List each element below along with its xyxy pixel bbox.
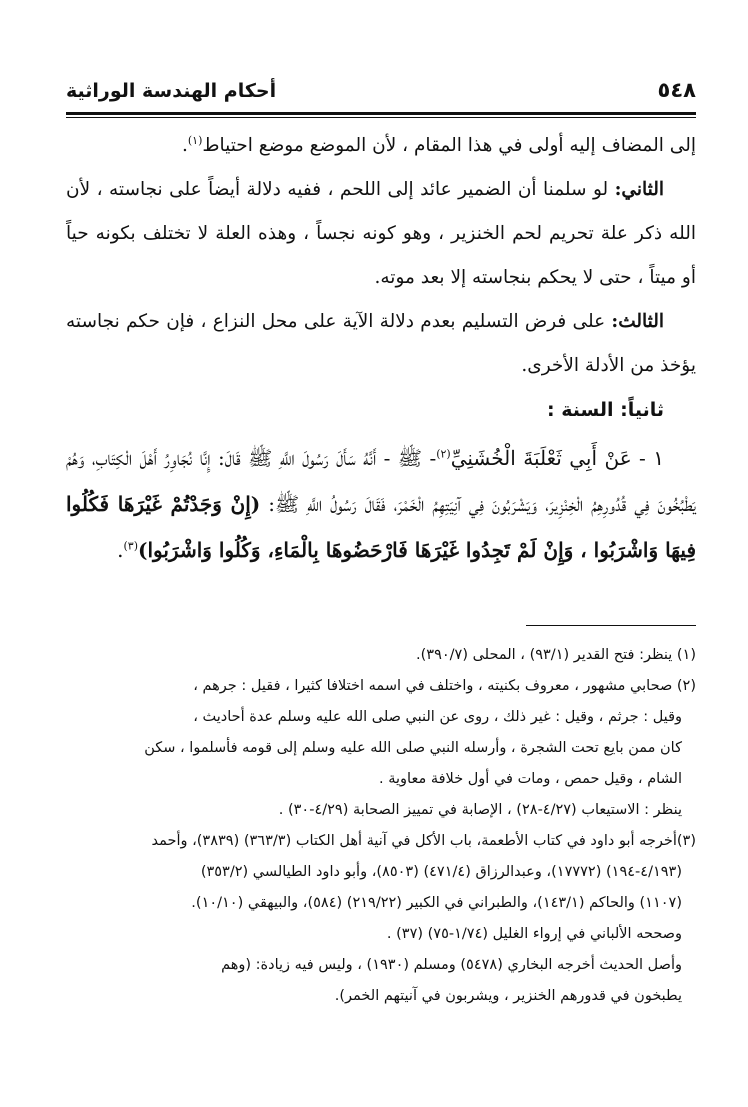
book-title: أحكام الهندسة الوراثية [66, 80, 277, 102]
paragraph-third: الثالث: على فرض التسليم بعدم دلالة الآية على محل النزاع ، فإن حكم نجاسته يؤخذ من الأدلة الأخرى. [66, 311, 696, 376]
footnote-separator [526, 625, 696, 626]
footnote-ref-2[interactable]: (٢) [436, 447, 451, 461]
hadith-quote: (إِنْ وَجَدْتُمْ غَيْرَهَا فَكُلُوا فِيهَا وَاشْرَبُوا ، وَإِنْ لَمْ تَجِدُوا غَيْرَهَا فَارْحَضُوهَا بِالْمَاءِ، وَكُلُوا وَاشْرَبُوا) [66, 492, 696, 562]
footnote-ref-1[interactable]: (١) [187, 133, 203, 147]
footnote-3-line-1: (٣)أخرجه أبو داود في كتاب الأطعمة، باب الأكل في آنية أهل الكتاب (٣٦٣/٣) (٣٨٣٩)، وأحمد [151, 833, 696, 849]
header-rule-thick [66, 112, 696, 115]
footnote-3-line-4: وصححه الألباني في إرواء الغليل (١/٧٤-٧٥) (٣٧) . [386, 926, 682, 942]
footnote-3-line-2: (٤/١٩٣-١٩٤) (١٧٧٧٢)، وعبدالرزاق (٤٧١/٤) (٨٥٠٣)، وأبو داود الطيالسي (٣٥٣/٢) [200, 864, 682, 880]
main-text [66, 124, 696, 573]
footnote-2-line-5: ينظر : الاستيعاب (٤/٢٧-٢٨) ، الإصابة في تمييز الصحابة (٤/٢٩-٣٠) . [278, 802, 682, 818]
paragraph-second: الثاني: لو سلمنا أن الضمير عائد إلى اللحم ، ففيه دلالة أيضاً على نجاسته ، لأن الله ذكر علة تحريم لحم الخنزير ، وهو كونه نجساً ، وهذه العلة لا تختلف بكونه حياً أو ميتاً ، حتى لا يحكم بنجاسته إلا بعد موته. [66, 179, 696, 288]
footnote-ref-3[interactable]: (٣) [123, 539, 138, 553]
footnote-3-line-5: وأصل الحديث أخرجه البخاري (٥٤٧٨) ومسلم (١٩٣٠) ، وليس فيه زيادة: (وهم [221, 957, 682, 973]
header-rule-thin [66, 117, 696, 118]
page-header [66, 78, 696, 114]
point-label-second: الثاني: [614, 179, 664, 200]
page-number: ٥٤٨ [657, 78, 696, 102]
footnote-2-line-4: الشام ، وقيل حمص ، ومات في أول خلافة معاوية . [379, 771, 682, 787]
footnote-2-line-1: (٢) صحابي مشهور ، معروف بكنيته ، واختلف في اسمه اختلافا كثيرا ، فقيل : جرهم ، [193, 678, 696, 694]
footnote-2-line-3: كان ممن بايع تحت الشجرة ، وأرسله النبي صلى الله عليه وسلم إلى قومه فأسلموا ، سكن [144, 740, 682, 756]
footnote-3-line-3: (١١٠٧) والحاكم (١٤٣/١)، والطبراني في الكبير (٢١٩/٢٢) (٥٨٤)، والبيهقي (١٠/١٠). [191, 895, 682, 911]
point-label-third: الثالث: [611, 311, 664, 332]
paragraph-continuation: إلى المضاف إليه أولى في هذا المقام ، لأن الموضع موضع احتياط$^{(١)}$. [181, 133, 696, 156]
footnote-1: (١) ينظر: فتح القدير (٩٣/١) ، المحلى (٣٩٠/٧). [416, 647, 696, 663]
footnote-3-line-6: يطبخون في قدورهم الخنزير ، ويشربون في آنيتهم الخمر). [334, 988, 682, 1004]
footnote-2-line-2: وقيل : جرثم ، وقيل : غير ذلك ، روى عن النبي صلى الله عليه وسلم عدة أحاديث ، [193, 709, 682, 725]
footnotes [66, 640, 696, 1012]
section-heading: ثانياً: السنة : [547, 399, 664, 421]
hadith-paragraph: ١ - عَنْ أَبِي ثَعْلَبَةَ الْخُشَنِيِّ$^{(٢)}$- ﷺ - أَنَّهُ سَأَلَ رَسُولَ اللَّهِ ﷺ قَالَ: إِنَّا نُجَاوِرُ أَهْلَ الْكِتَابِ، وَهُمْ يَطْبُخُونَ فِي قُدُورِهِمُ الْخِنْزِيرَ، وَيَشْرَبُونَ فِي آنِيَتِهِمُ الْخَمْرَ، فَقَالَ رَسُولُ اللَّهِ ﷺ: (إِنْ وَجَدْتُمْ غَيْرَهَا فَكُلُوا فِيهَا وَاشْرَبُوا ، وَإِنْ لَمْ تَجِدُوا غَيْرَهَا فَارْحَضُوهَا بِالْمَاءِ، وَكُلُوا وَاشْرَبُوا)$^{(٣)}$. [66, 446, 696, 562]
